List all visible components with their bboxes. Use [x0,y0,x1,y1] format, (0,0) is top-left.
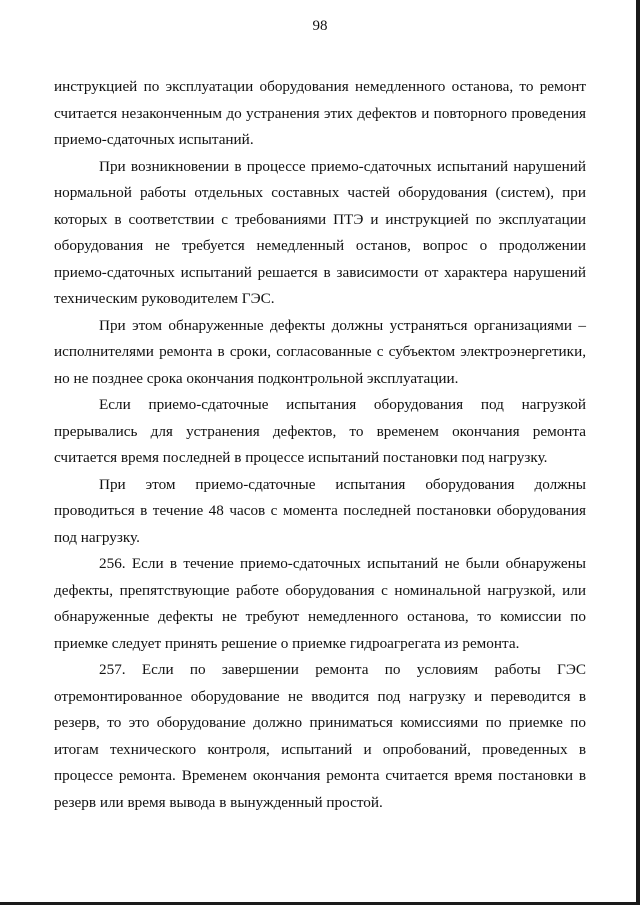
paragraph-item-256: 256. Если в течение приемо-сдаточных испытаний не были обнаружены дефекты, препятствующие работе оборудования с номинальной нагрузкой, или обнаруженные дефекты не требуют немедленного останова, то комиссии по приемке следует принять решение о приемке гидроагрегата из ремонта. [54,555,586,652]
paragraph-continuation: инструкцией по эксплуатации оборудования немедленного останова, то ремонт считается незаконченным до устранения этих дефектов и повторного проведения приемо-сдаточных испытаний. [54,78,586,148]
document-body [54,74,586,816]
page-number: 98 [312,18,328,34]
paragraph-test-interruption: Если приемо-сдаточные испытания оборудования под нагрузкой прерывались для устранения дефектов, то временем окончания ремонта считается время последней в процессе испытаний постановки под нагрузку. [54,396,586,466]
paragraph-test-duration: При этом приемо-сдаточные испытания оборудования должны проводиться в течение 48 часов с момента последней постановки оборудования под нагрузку. [54,475,586,546]
paragraph-violations: При возникновении в процессе приемо-сдаточных испытаний нарушений нормальной работы отдельных составных частей оборудования (систем), при которых в соответствии с требованиями ПТЭ и инструкцией по эксплуатации оборудования не требуется немедленный останов, вопрос о продолжении приемо-сдаточных испытаний решается в зависимости от характера нарушений техническим руководителем ГЭС. [54,157,586,307]
scan-edge-right [636,0,640,905]
paragraph-defects-elimination: При этом обнаруженные дефекты должны устраняться организациями – исполнителями ремонта в сроки, согласованные с субъектом электроэнергетики, но не позднее срока окончания подконтрольной эксплуатации. [54,316,586,387]
paragraph-item-257: 257. Если по завершении ремонта по условиям работы ГЭС отремонтированное оборудование не вводится под нагрузку и переводится в резерв, то это оборудование должно приниматься комиссиями по приемке по итогам технического контроля, испытаний и опробований, проведенных в процессе ремонта. Временем окончания ремонта считается время постановки в резерв или время вывода в вынужденный простой. [54,661,586,811]
